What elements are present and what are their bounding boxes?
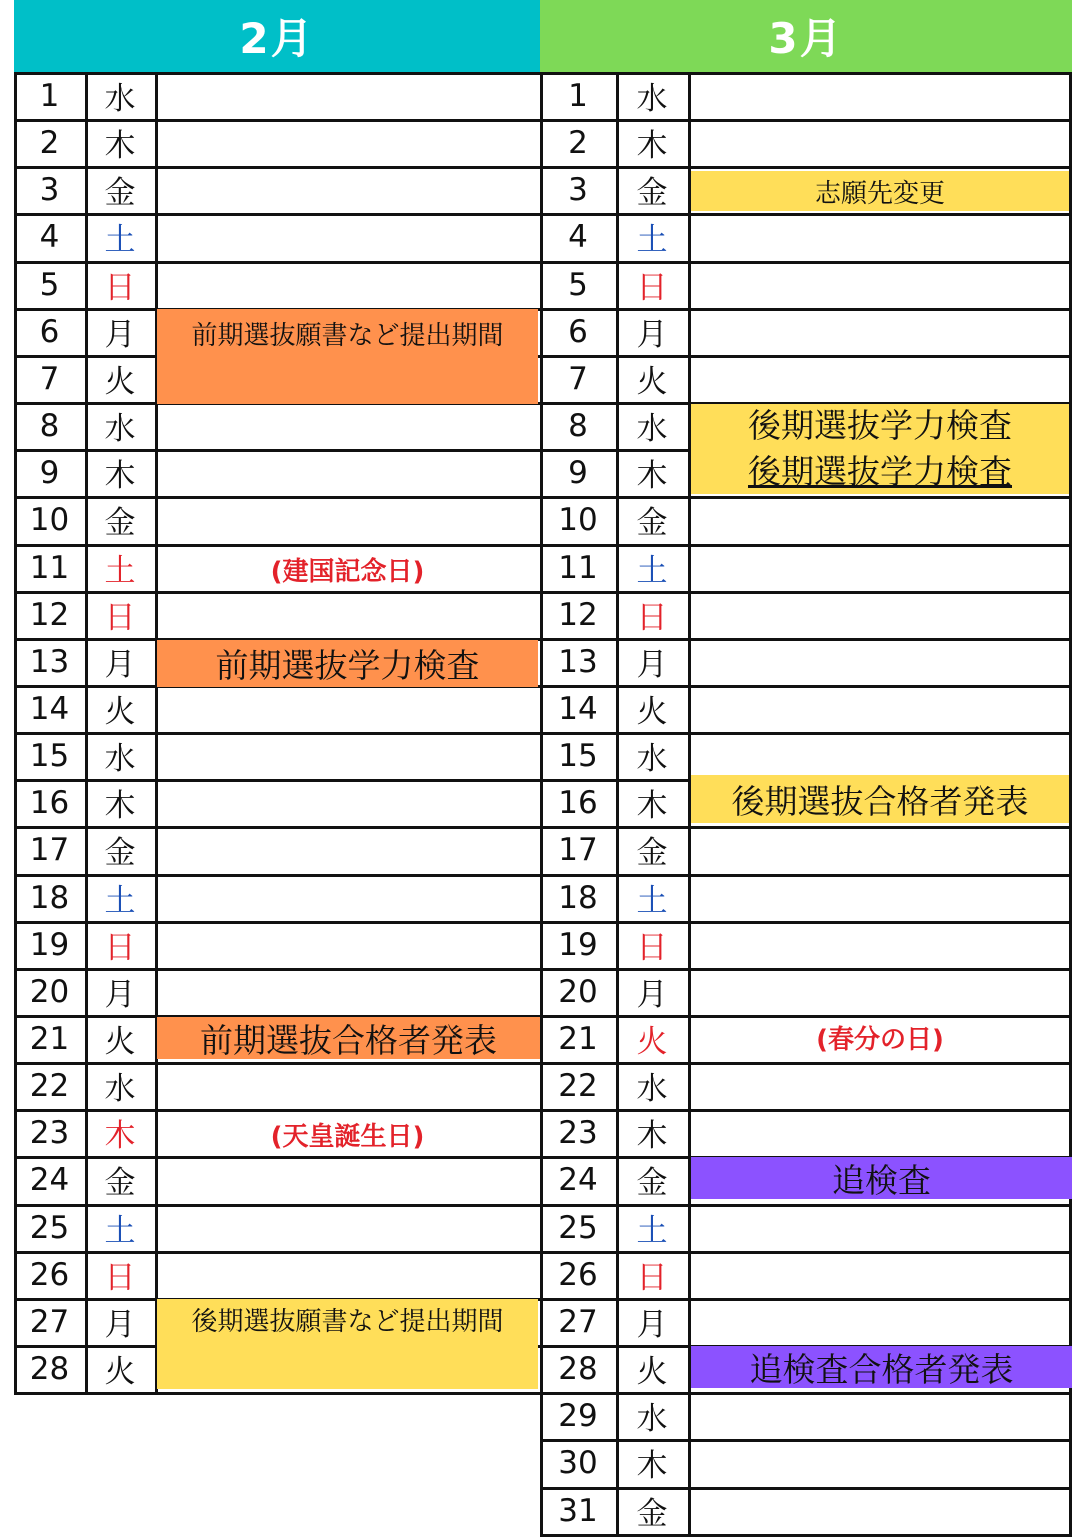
weekday: 金: [104, 1165, 136, 1201]
day-number: 13: [29, 643, 70, 680]
day-number: 23: [558, 1114, 598, 1151]
mar-event-second-exam: [691, 404, 1069, 494]
day-number: 6: [568, 313, 588, 350]
day-number: 19: [29, 926, 70, 963]
calendar-row: [540, 1298, 1072, 1345]
calendar-row: [14, 732, 540, 779]
february-title: 2月: [239, 14, 315, 63]
weekday: 木: [636, 1118, 668, 1154]
day-number: 22: [558, 1067, 598, 1104]
february-header: [14, 0, 540, 72]
weekday: 水: [636, 1401, 668, 1437]
day-number: 2: [568, 124, 588, 161]
day-number: 8: [39, 407, 60, 444]
calendar-row: [14, 213, 540, 260]
weekday: 金: [104, 175, 136, 211]
weekday: 月: [636, 977, 668, 1013]
mar-holiday-vernal-equinox-label: (春分の日): [816, 1025, 944, 1055]
march-col-divider-4: [1069, 72, 1072, 1536]
calendar-row: [14, 402, 540, 449]
weekday: 月: [636, 647, 668, 683]
weekday: 火: [104, 1354, 136, 1390]
calendar-row: [540, 591, 1072, 638]
weekday: 土: [104, 1213, 136, 1249]
calendar-row: [540, 261, 1072, 308]
day-number: 7: [568, 360, 588, 397]
mar-event-application-change: [691, 171, 1069, 211]
calendar-row: [14, 119, 540, 166]
weekday: 日: [636, 600, 668, 636]
day-number: 7: [39, 360, 60, 397]
calendar-row: [14, 1062, 540, 1109]
day-number: 28: [558, 1350, 598, 1387]
calendar-row: [540, 213, 1072, 260]
weekday: 月: [636, 1307, 668, 1343]
weekday: 水: [104, 1071, 136, 1107]
day-number: 26: [29, 1256, 70, 1293]
weekday: 土: [636, 222, 668, 258]
weekday: 木: [636, 128, 668, 164]
calendar-row: [540, 1439, 1072, 1486]
weekday: 月: [104, 317, 136, 353]
day-number: 18: [29, 879, 70, 916]
weekday: 火: [104, 1024, 136, 1060]
day-number: 18: [558, 879, 598, 916]
calendar-row: [14, 685, 540, 732]
day-number: 21: [29, 1020, 70, 1057]
day-number: 29: [558, 1397, 598, 1434]
calendar-row: [540, 1204, 1072, 1251]
weekday: 火: [636, 1024, 668, 1060]
weekday: 日: [636, 270, 668, 306]
day-number: 10: [558, 501, 598, 538]
mar-event-makeup-results-label: 追検査合格者発表: [749, 1349, 1014, 1389]
day-number: 28: [29, 1350, 70, 1387]
calendar-row: [14, 921, 540, 968]
day-number: 31: [558, 1492, 598, 1529]
calendar-row: [14, 166, 540, 213]
weekday: 水: [636, 411, 668, 447]
calendar-row: [540, 1487, 1072, 1534]
day-number: 25: [558, 1209, 598, 1246]
weekday: 木: [104, 458, 136, 494]
weekday: 水: [636, 81, 668, 117]
weekday: 土: [104, 222, 136, 258]
mar-event-makeup-exam: [691, 1157, 1072, 1199]
calendar-row: [540, 544, 1072, 591]
weekday: 水: [104, 741, 136, 777]
weekday: 土: [636, 553, 668, 589]
mar-event-second-exam-label-2: 後期選抜学力検査: [748, 452, 1012, 491]
calendar-row: [14, 591, 540, 638]
calendar-row: [540, 826, 1072, 873]
weekday: 土: [104, 553, 136, 589]
weekday: 土: [636, 1213, 668, 1249]
weekday: 金: [636, 1165, 668, 1201]
feb-event-second-application-period-label: 後期選抜願書など提出期間: [191, 1307, 504, 1337]
feb-event-first-results: [157, 1017, 540, 1059]
calendar-row: [540, 1251, 1072, 1298]
weekday: 火: [104, 364, 136, 400]
calendar-row: [14, 1204, 540, 1251]
mar-holiday-vernal-equinox: [691, 1014, 1069, 1061]
day-number: 24: [29, 1161, 70, 1198]
day-number: 20: [29, 973, 70, 1010]
day-number: 21: [558, 1020, 598, 1057]
weekday: 金: [104, 505, 136, 541]
feb-holiday-national-foundation-day: [157, 546, 538, 593]
calendar-row: [540, 921, 1072, 968]
day-number: 27: [558, 1303, 598, 1340]
weekday: 木: [636, 458, 668, 494]
calendar-row: [14, 826, 540, 873]
day-number: 13: [558, 643, 598, 680]
day-number: 16: [558, 784, 598, 821]
day-number: 11: [558, 549, 598, 586]
february-col-divider-3: [155, 72, 158, 1395]
day-number: 20: [558, 973, 598, 1010]
march-col-divider-2: [616, 72, 619, 1536]
calendar-row: [540, 72, 1072, 119]
weekday: 土: [636, 883, 668, 919]
calendar-row: [14, 874, 540, 921]
calendar-row: [540, 732, 1072, 779]
feb-event-first-results-label: 前期選抜合格者発表: [200, 1020, 497, 1060]
weekday: 木: [104, 128, 136, 164]
calendar-row: [540, 685, 1072, 732]
weekday: 土: [104, 883, 136, 919]
weekday: 水: [104, 81, 136, 117]
day-number: 9: [568, 454, 588, 491]
weekday: 日: [636, 930, 668, 966]
calendar-row: [14, 968, 540, 1015]
weekday: 日: [104, 930, 136, 966]
calendar-row: [540, 355, 1072, 402]
day-number: 8: [568, 407, 588, 444]
weekday: 日: [104, 600, 136, 636]
calendar-row: [540, 1392, 1072, 1439]
weekday: 水: [104, 411, 136, 447]
weekday: 金: [636, 175, 668, 211]
march-header: [540, 0, 1072, 72]
weekday: 木: [636, 1448, 668, 1484]
feb-event-first-exam: [157, 640, 538, 687]
weekday: 月: [104, 977, 136, 1013]
weekday: 日: [104, 270, 136, 306]
weekday: 木: [104, 788, 136, 824]
weekday: 金: [636, 835, 668, 871]
weekday: 木: [104, 1118, 136, 1154]
mar-event-makeup-results: [691, 1346, 1072, 1388]
february-calendar: [14, 0, 540, 1395]
calendar-row: [540, 1109, 1072, 1156]
weekday: 火: [104, 694, 136, 730]
feb-holiday-emperors-birthday-label: (天皇誕生日): [270, 1122, 425, 1152]
feb-event-first-application-period: [157, 309, 538, 404]
day-number: 27: [29, 1303, 70, 1340]
day-number: 22: [29, 1067, 70, 1104]
calendar-row: [540, 496, 1072, 543]
calendar-row: [14, 72, 540, 119]
february-col-divider-1: [14, 72, 17, 1395]
day-number: 4: [39, 218, 60, 255]
weekday: 日: [636, 1260, 668, 1296]
february-col-divider-2: [85, 72, 88, 1395]
march-title: 3月: [768, 14, 844, 63]
day-number: 1: [568, 77, 588, 114]
calendar-row: [540, 968, 1072, 1015]
weekday: 金: [104, 835, 136, 871]
weekday: 日: [104, 1260, 136, 1296]
feb-event-first-exam-label: 前期選抜学力検査: [215, 646, 480, 685]
day-number: 1: [39, 77, 60, 114]
weekday: 火: [636, 1354, 668, 1390]
mar-event-second-exam-label-1: 後期選抜学力検査: [748, 406, 1012, 445]
weekday: 水: [636, 1071, 668, 1107]
mar-event-second-results-label: 後期選抜合格者発表: [731, 781, 1029, 821]
day-number: 12: [29, 596, 70, 633]
calendar-row: [14, 1156, 540, 1203]
day-number: 3: [39, 171, 60, 208]
calendar-row: [540, 874, 1072, 921]
bottom-divider: [14, 1392, 540, 1395]
calendar-row: [14, 261, 540, 308]
day-number: 3: [568, 171, 588, 208]
day-number: 26: [558, 1256, 598, 1293]
weekday: 金: [636, 1496, 668, 1532]
day-number: 17: [29, 831, 70, 868]
day-number: 24: [558, 1161, 598, 1198]
day-number: 5: [568, 266, 588, 303]
calendar-row: [14, 496, 540, 543]
day-number: 19: [558, 926, 598, 963]
day-number: 6: [39, 313, 60, 350]
feb-holiday-emperors-birthday: [157, 1111, 538, 1158]
mar-event-application-change-label: 志願先変更: [814, 178, 945, 209]
day-number: 15: [558, 737, 598, 774]
weekday: 水: [636, 741, 668, 777]
calendar-row: [14, 779, 540, 826]
day-number: 11: [29, 549, 70, 586]
day-number: 10: [29, 501, 70, 538]
day-number: 9: [39, 454, 60, 491]
day-number: 30: [558, 1444, 598, 1481]
calendar-row: [540, 119, 1072, 166]
weekday: 金: [636, 505, 668, 541]
day-number: 16: [29, 784, 70, 821]
march-calendar: [540, 0, 1072, 1536]
day-number: 4: [568, 218, 588, 255]
calendar-row: [14, 1251, 540, 1298]
feb-holiday-national-foundation-day-label: (建国記念日): [270, 557, 425, 587]
day-number: 15: [29, 737, 70, 774]
feb-event-first-application-period-label: 前期選抜願書など提出期間: [191, 321, 504, 351]
calendar-row: [540, 1062, 1072, 1109]
day-number: 17: [558, 831, 598, 868]
weekday: 月: [104, 647, 136, 683]
calendar-row: [14, 449, 540, 496]
calendar-row: [540, 308, 1072, 355]
day-number: 14: [558, 690, 598, 727]
weekday: 月: [104, 1307, 136, 1343]
march-col-divider-1: [540, 72, 543, 1536]
weekday: 火: [636, 694, 668, 730]
day-number: 2: [39, 124, 60, 161]
day-number: 23: [29, 1114, 70, 1151]
day-number: 14: [29, 690, 70, 727]
weekday: 火: [636, 364, 668, 400]
feb-event-second-application-period: [157, 1299, 538, 1389]
mar-event-second-results: [691, 775, 1069, 823]
calendar-row: [540, 638, 1072, 685]
weekday: 木: [636, 788, 668, 824]
weekday: 月: [636, 317, 668, 353]
day-number: 25: [29, 1209, 70, 1246]
day-number: 12: [558, 596, 598, 633]
day-number: 5: [39, 266, 60, 303]
mar-event-makeup-exam-label: 追検査: [832, 1160, 931, 1200]
